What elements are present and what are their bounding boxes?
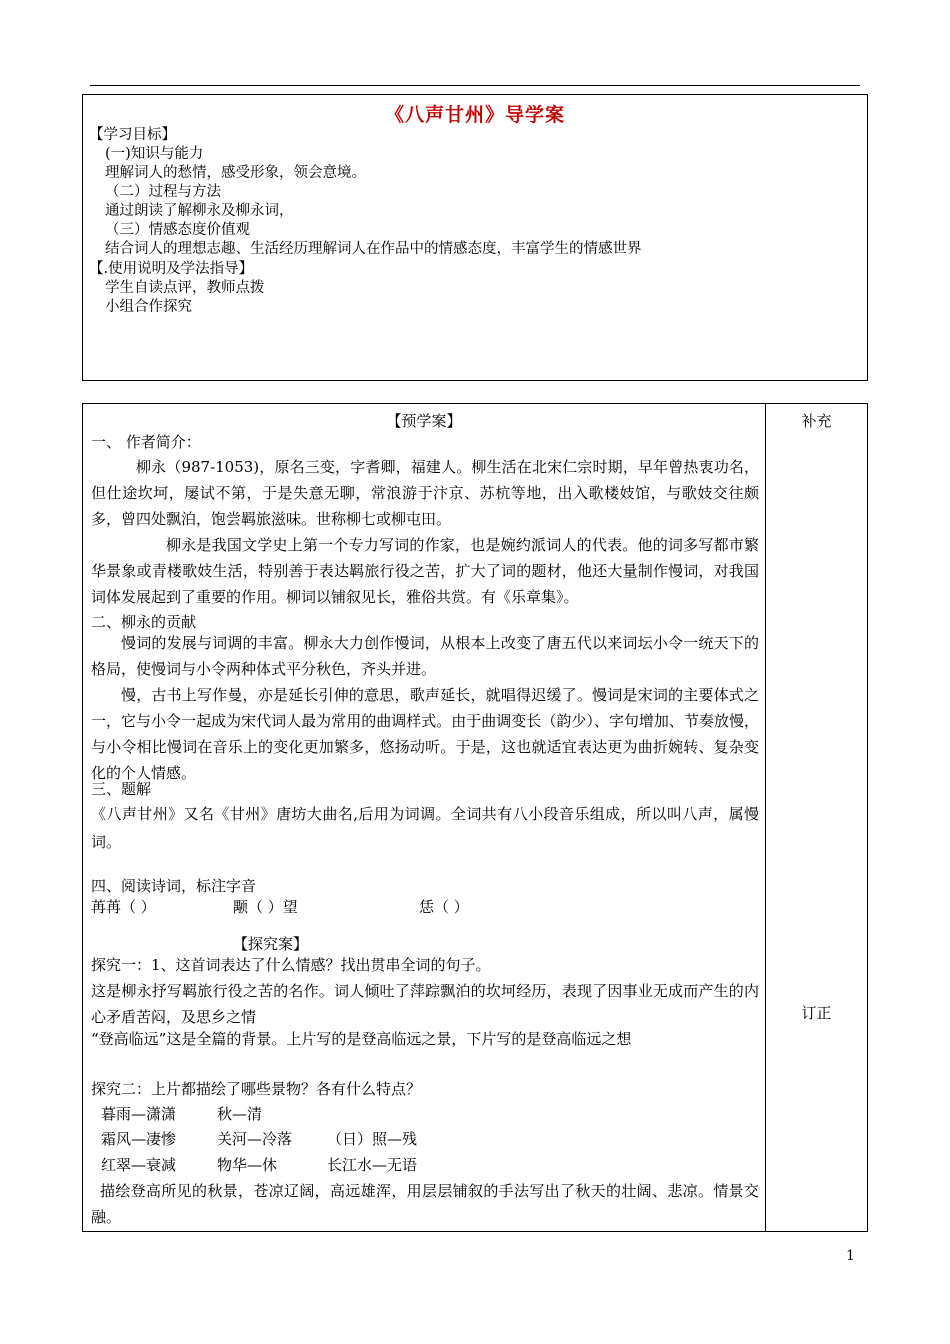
correction-label: 订正 xyxy=(801,1004,832,1022)
author-intro-paragraph-2: 柳永是我国文学史上第一个专力写词的作家，也是婉约派词人的代表。他的词多写都市繁华景象或青楼歌妓生活，特别善于表达羁旅行役之苦，扩大了词的题材，他还大量制作慢词，对我国词体发展起到了重要的作用。柳词以铺叙见长，雅俗共赏。有《乐章集》。 xyxy=(91,536,759,606)
section-1-heading: 一、 作者简介： xyxy=(91,433,201,451)
supplement-label: 补充 xyxy=(801,412,832,430)
objectives-heading: 【学习目标】 xyxy=(89,127,176,143)
column-divider xyxy=(765,404,766,1231)
objective-text-3: 结合词人的理想志趣、生活经历理解词人在作品中的情感态度，丰富学生的情感世界 xyxy=(105,241,642,257)
scene-3a: 红翠—衰减 xyxy=(101,1156,177,1174)
explore-answer-1b: “登高临远”这是全篇的背景。上片写的是登高临远之景，下片写的是登高临远之想 xyxy=(91,1030,632,1048)
explore-answer-1: 这是柳永抒写羁旅行役之苦的名作。词人倾吐了萍踪飘泊的坎坷经历，表现了因事业无成而产生的内心矛盾苦闷，及思乡之情 xyxy=(91,982,759,1026)
objective-sub-1: (一)知识与能力 xyxy=(105,146,204,162)
usage-heading: 【.使用说明及学法指导】 xyxy=(89,261,254,277)
usage-text-2: 小组合作探究 xyxy=(105,299,192,315)
scene-2c: （日）照—残 xyxy=(327,1130,418,1148)
objective-text-2: 通过朗读了解柳永及柳永词， xyxy=(105,203,294,219)
pronunciation-word-2: 颙（ ）望 xyxy=(233,898,298,916)
explore-question-1: 探究一：1、这首词表达了什么情感？找出贯串全词的句子。 xyxy=(91,956,491,974)
section-3-heading: 三、题解 xyxy=(91,780,152,798)
scene-3b: 物华—休 xyxy=(217,1156,278,1174)
pronunciation-word-3: 恁（ ） xyxy=(419,898,469,916)
objective-text-1: 理解词人的愁情，感受形象，领会意境。 xyxy=(105,165,366,181)
objectives-box xyxy=(82,94,868,381)
pronunciation-word-1: 苒苒（ ） xyxy=(91,898,156,916)
section-4-heading: 四、阅读诗词，标注字音 xyxy=(91,877,257,895)
author-intro-paragraph-1: 柳永（987-1053)，原名三变，字耆卿，福建人。柳生活在北宋仁宗时期，早年曾热衷功名，但仕途坎坷，屡试不第，于是失意无聊，常浪游于汴京、苏杭等地，出入歌楼妓馆，与歌妓交往颇多，曾四处飘泊，饱尝羁旅滋味。世称柳七或柳屯田。 xyxy=(91,458,759,528)
section-2-heading: 二、柳永的贡献 xyxy=(91,613,197,631)
contribution-paragraph-2: 慢，古书上写作曼，亦是延长引伸的意思，歌声延长，就唱得迟缓了。慢词是宋词的主要体式之一，它与小令一起成为宋代词人最为常用的曲调样式。由于曲调变长（韵少）、字句增加、节奏放慢，与小令相比慢词在音乐上的变化更加繁多，悠扬动听。于是，这也就适宜表达更为曲折婉转、复杂变化的个人情感。 xyxy=(91,686,759,782)
scene-3c: 长江水—无语 xyxy=(327,1156,418,1174)
objective-sub-2: （二）过程与方法 xyxy=(105,184,221,200)
scene-1a: 暮雨—潇潇 xyxy=(101,1105,177,1123)
scene-1b: 秋—清 xyxy=(217,1105,263,1123)
scene-summary: 描绘登高所见的秋景，苍凉辽阔，高远雄浑，用层层铺叙的手法写出了秋天的壮阔、悲凉。情景交融。 xyxy=(91,1182,759,1226)
page-number: 1 xyxy=(846,1248,855,1264)
explore-heading: 【探究案】 xyxy=(233,935,309,953)
page-title: 《八声甘州》导学案 xyxy=(384,104,565,126)
title-explanation: 《八声甘州》又名《甘州》唐坊大曲名,后用为词调。全词共有八小段音乐组成，所以叫八声，属慢词。 xyxy=(91,805,759,851)
preview-heading: 【预学案】 xyxy=(386,412,462,430)
contribution-paragraph-1: 慢词的发展与词调的丰富。柳永大力创作慢词，从根本上改变了唐五代以来词坛小令一统天下的格局，使慢词与小令两种体式平分秋色，齐头并进。 xyxy=(91,634,759,678)
study-box xyxy=(82,403,868,1232)
header-rule xyxy=(90,85,860,86)
objective-sub-3: （三）情感态度价值观 xyxy=(105,222,250,238)
explore-question-2: 探究二：上片都描绘了哪些景物？各有什么特点？ xyxy=(91,1080,422,1098)
usage-text-1: 学生自读点评，教师点拨 xyxy=(105,280,265,296)
scene-2b: 关河—冷落 xyxy=(217,1130,293,1148)
scene-2a: 霜风—凄惨 xyxy=(101,1130,177,1148)
